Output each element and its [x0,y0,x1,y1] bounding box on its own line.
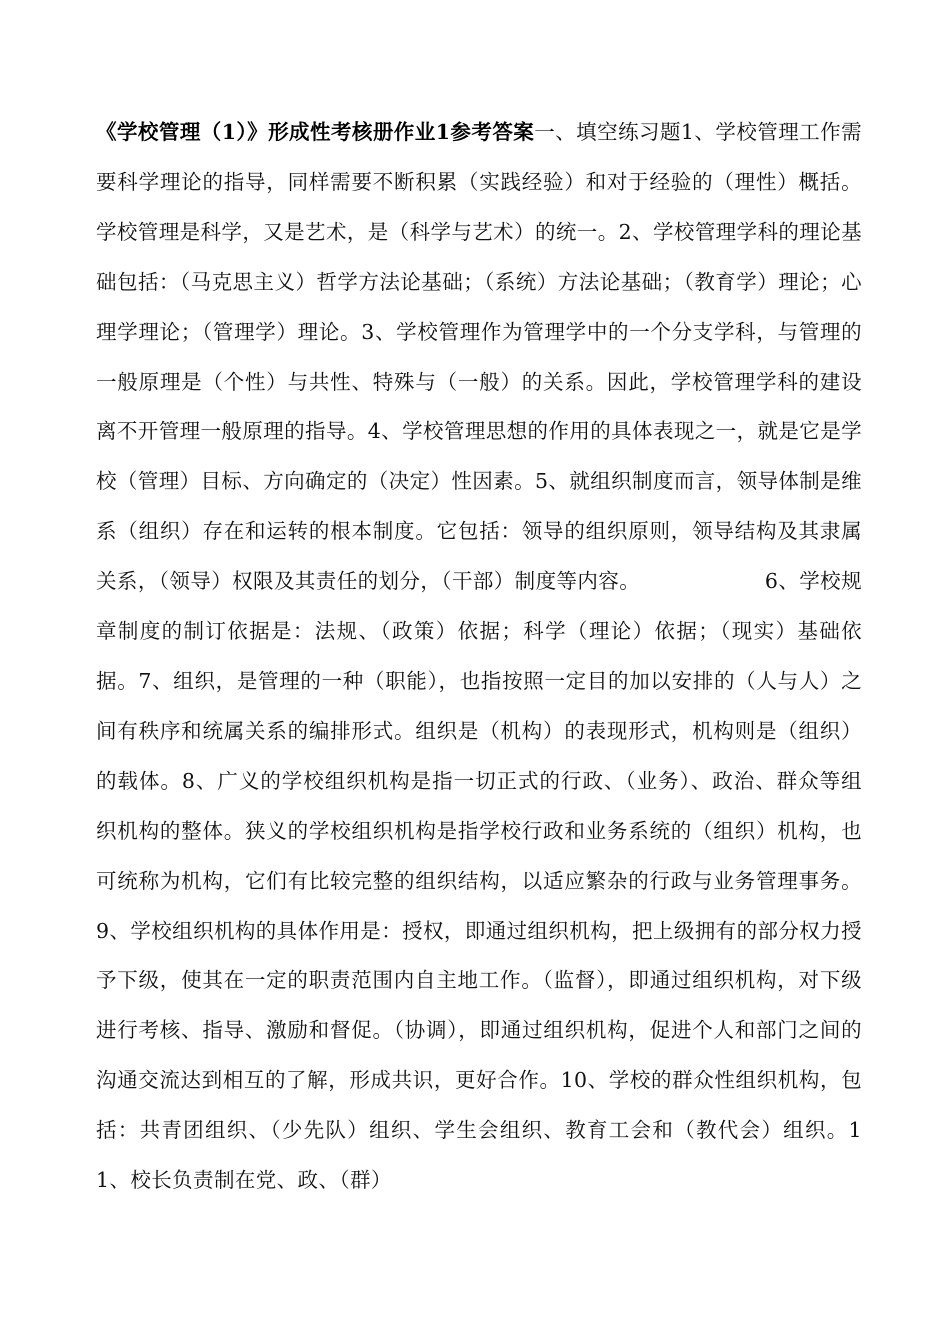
document-title: 《学校管理（1）》形成性考核册作业1参考答案 [96,120,535,144]
document-paragraph: 一、填空练习题1、学校管理工作需要科学理论的指导，同样需要不断积累（实践经验）和对于经验的（理性）概括。学校管理是科学，又是艺术，是（科学与艺术）的统一。2、学校管理学科的理论基础包括：（马克思主义）哲学方法论基础；（系统）方法论基础；（教育学）理论；心理学理论；（管理学）理论。3、学校管理作为管理学中的一个分支学科，与管理的一般原理是（个性）与共性、特殊与（一般）的关系。因此，学校管理学科的建设离不开管理一般原理的指导。4、学校管理思想的作用的具体表现之一，就是它是学校（管理）目标、方向确定的（决定）性因素。5、就组织制度而言，领导体制是维系（组织）存在和运转的根本制度。它包括：领导的组织原则，领导结构及其隶属关系，（领导）权限及其责任的划分，（干部）制度等内容。 6、学校规章制度的制订依据是：法规、（政策）依据；科学（理论）依据；（现实）基础依据。7、组织，是管理的一种（职能），也指按照一定目的加以安排的（人与人）之间有秩序和统属关系的编排形式。组织是（机构）的表现形式，机构则是（组织）的载体。8、广义的学校组织机构是指一切正式的行政、（业务）、政治、群众等组织机构的整体。狭义的学校组织机构是指学校行政和业务系统的（组织）机构，也可统称为机构，它们有比较完整的组织结构，以适应繁杂的行政与业务管理事务。9、学校组织机构的具体作用是：授权，即通过组织机构，把上级拥有的部分权力授予下级，使其在一定的职责范围内自主地工作。（监督），即通过组织机构，对下级进行考核、指导、激励和督促。（协调），即通过组织机构，促进个人和部门之间的沟通交流达到相互的了解，形成共识，更好合作。10、学校的群众性组织机构，包括：共青团组织、（少先队）组织、学生会组织、教育工会和（教代会）组织。11、校长负责制在党、政、（群） [96,120,862,1193]
document-body [96,108,862,1206]
